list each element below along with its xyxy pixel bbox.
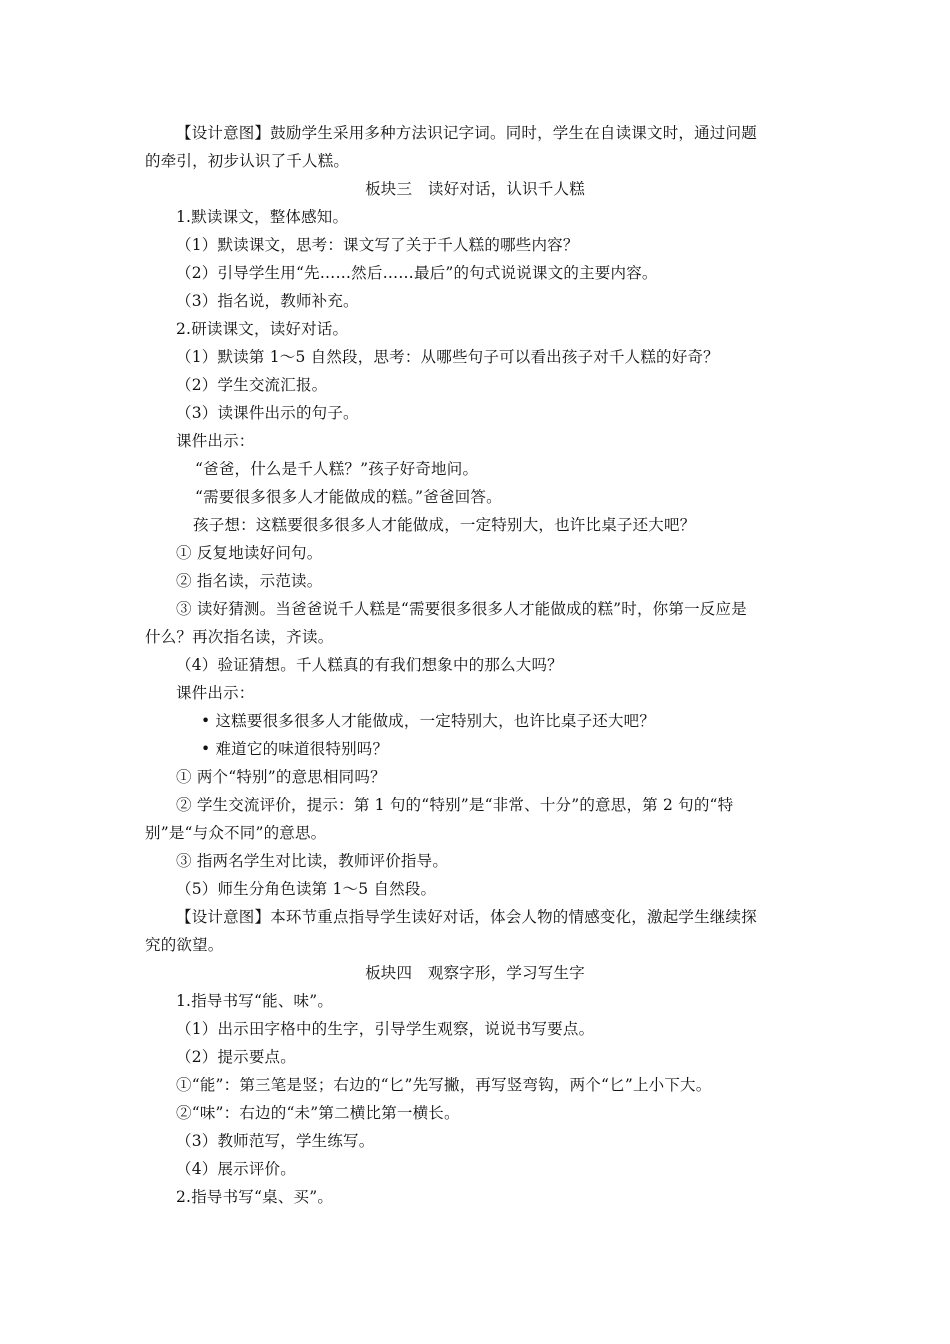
text-line: （2）学生交流汇报。: [176, 376, 328, 394]
text-line: 课件出示：: [176, 432, 255, 450]
text-line: 2.研读课文，读好对话。: [176, 320, 349, 338]
text-line: ③ 读好猜测。当爸爸说千人糕是“需要很多很多人才能做成的糕”时，你第一反应是: [176, 600, 747, 618]
text-line: ①“能”：第三笔是竖；右边的“匕”先写撇，再写竖弯钩，两个“匕”上小下大。: [176, 1076, 712, 1094]
text-line: 究的欲望。: [145, 936, 224, 954]
text-line: （3）教师范写，学生练写。: [176, 1132, 375, 1150]
text-line: ① 两个“特别”的意思相同吗？: [176, 768, 386, 786]
text-line: （1）默读第 1～5 自然段，思考：从哪些句子可以看出孩子对千人糕的好奇？: [176, 348, 719, 366]
text-line: （5）师生分角色读第 1～5 自然段。: [176, 880, 437, 898]
section-heading: 板块三 读好对话，认识千人糕: [365, 180, 585, 198]
text-line: “爸爸，什么是千人糕？”孩子好奇地问。: [195, 460, 479, 478]
section-heading: 板块四 观察字形，学习写生字: [365, 964, 585, 982]
text-line: 的牵引，初步认识了千人糕。: [145, 152, 350, 170]
text-line: “需要很多很多人才能做成的糕。”爸爸回答。: [195, 488, 502, 506]
text-line: 什么？再次指名读，齐读。: [145, 628, 334, 646]
text-line: （2）引导学生用“先……然后……最后”的句式说说课文的主要内容。: [176, 264, 658, 282]
text-line: 孩子想：这糕要很多很多人才能做成，一定特别大，也许比桌子还大吧？: [193, 516, 696, 534]
text-line: ②“味”：右边的“未”第二横比第一横长。: [176, 1104, 460, 1122]
text-line: （3）指名说，教师补充。: [176, 292, 359, 310]
text-line: （1）出示田字格中的生字，引导学生观察，说说书写要点。: [176, 1020, 595, 1038]
text-line: ② 指名读，示范读。: [176, 572, 323, 590]
text-line: 课件出示：: [176, 684, 255, 702]
text-line: 【设计意图】本环节重点指导学生读好对话，体会人物的情感变化，激起学生继续探: [176, 908, 757, 926]
text-line: • 难道它的味道很特别吗？: [201, 740, 389, 758]
text-line: （4）验证猜想。千人糕真的有我们想象中的那么大吗？: [176, 656, 563, 674]
text-line: 1.指导书写“能、味”。: [176, 992, 334, 1010]
text-line: ③ 指两名学生对比读，教师评价指导。: [176, 852, 449, 870]
text-line: 【设计意图】鼓励学生采用多种方法识记字词。同时，学生在自读课文时，通过问题: [176, 124, 757, 142]
text-line: （4）展示评价。: [176, 1160, 296, 1178]
text-line: • 这糕要很多很多人才能做成，一定特别大，也许比桌子还大吧？: [201, 712, 656, 730]
text-line: 别”是“与众不同”的意思。: [145, 824, 327, 842]
text-line: ① 反复地读好问句。: [176, 544, 323, 562]
text-line: 2.指导书写“桌、买”。: [176, 1188, 334, 1206]
text-line: ② 学生交流评价，提示：第 1 句的“特别”是“非常、十分”的意思，第 2 句的“特: [176, 796, 734, 814]
text-line: （2）提示要点。: [176, 1048, 296, 1066]
text-line: 1.默读课文，整体感知。: [176, 208, 349, 226]
lesson-plan-body: [145, 119, 805, 1211]
text-line: （1）默读课文，思考：课文写了关于千人糕的哪些内容？: [176, 236, 579, 254]
text-line: （3）读课件出示的句子。: [176, 404, 359, 422]
